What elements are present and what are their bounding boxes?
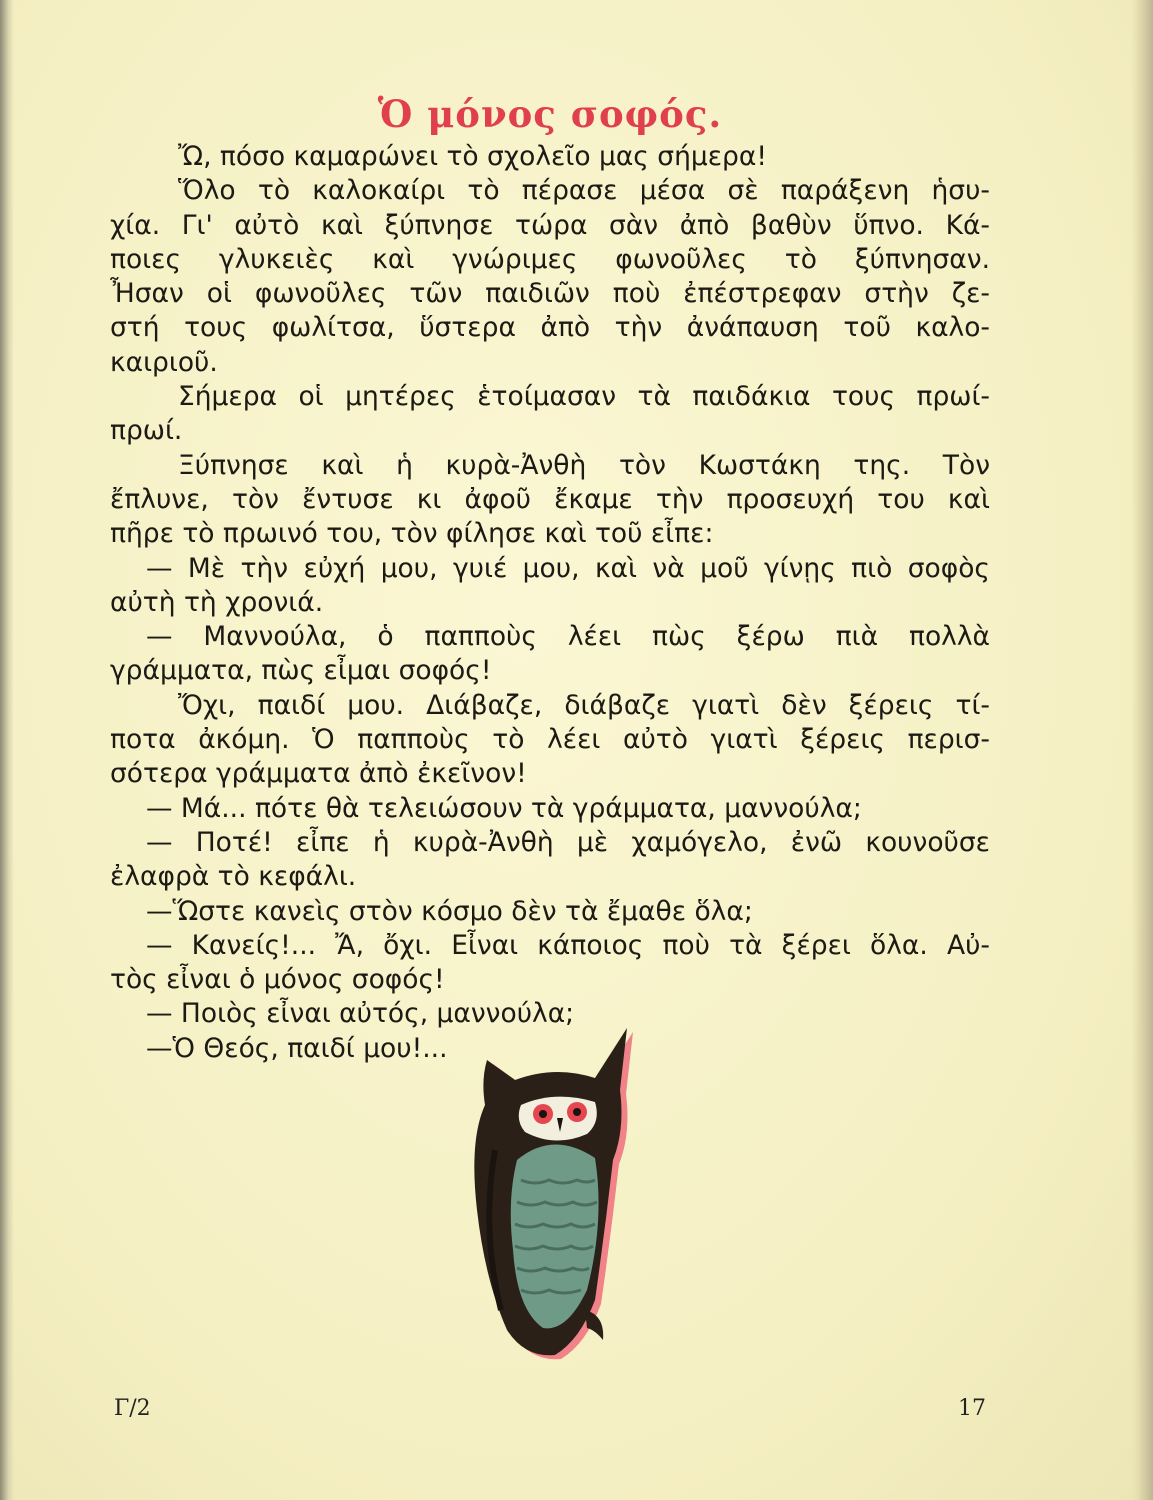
text-line: Ἦσαν οἱ φωνοῦλες τῶν παιδιῶν ποὺ ἐπέστρεφαν στὴν ζε- <box>110 278 990 310</box>
page-title: Ὁ μόνος σοφός. <box>377 92 723 136</box>
text-line: καιριοῦ. <box>110 346 218 378</box>
owl-icon <box>455 1010 655 1380</box>
text-line: ἐλαφρὰ τὸ κεφάλι. <box>110 861 357 893</box>
text-line: Ξύπνησε καὶ ἡ κυρὰ-Ἀνθὴ τὸν Κωστάκη της. Τὸν <box>178 449 990 481</box>
text-line: πῆρε τὸ πρωινό του, τὸν φίλησε καὶ τοῦ εἶπε: <box>110 518 714 550</box>
text-line: — Ποτέ! εἶπε ἡ κυρὰ-Ἀνθὴ μὲ χαμόγελο, ἐνῶ κουνοῦσε <box>146 826 990 858</box>
text-line: —Ὥστε κανεὶς στὸν κόσμο δὲν τὰ ἔμαθε ὅλα; <box>146 895 753 927</box>
text-line: —Ὁ Θεός, παιδί μου!... <box>146 1032 448 1064</box>
text-line: Ὄχι, παιδί μου. Διάβαζε, διάβαζε γιατὶ δὲν ξέρεις τί- <box>178 689 990 721</box>
text-line: Σήμερα οἱ μητέρες ἑτοίμασαν τὰ παιδάκια τους πρωί- <box>178 381 990 413</box>
text-line: ποιες γλυκειὲς καὶ γνώριμες φωνοῦλες τὸ ξύπνησαν. <box>110 243 990 275</box>
story-text <box>110 140 990 1066</box>
text-line: Ὤ, πόσο καμαρώνει τὸ σχολεῖο μας σήμερα! <box>178 141 767 172</box>
text-line: γράμματα, πὼς εἶμαι σοφός! <box>110 655 492 687</box>
page-number: 17 <box>958 1396 986 1421</box>
text-line: — Μὲ τὴν εὐχή μου, γυιέ μου, καὶ νὰ μοῦ γίνῃς πιὸ σοφὸς <box>146 552 990 584</box>
page-edge <box>1131 0 1153 1500</box>
text-line: σότερα γράμματα ἀπὸ ἐκεῖνον! <box>110 758 527 790</box>
text-line: Ὅλο τὸ καλοκαίρι τὸ πέρασε μέσα σὲ παράξενη ἡσυ- <box>178 175 990 207</box>
text-line: — Κανείς!... Ἄ, ὄχι. Εἶναι κάποιος ποὺ τὰ ξέρει ὅλα. Αὐ- <box>146 929 990 961</box>
text-line: πρωί. <box>110 415 183 447</box>
signature-mark: Γ/2 <box>114 1396 151 1421</box>
owl-illustration <box>455 1010 655 1380</box>
text-line: — Μαννούλα, ὁ παπποὺς λέει πὼς ξέρω πιὰ πολλὰ <box>146 621 990 653</box>
text-line: τὸς εἶναι ὁ μόνος σοφός! <box>110 964 445 996</box>
text-line: ἔπλυνε, τὸν ἔντυσε κι ἀφοῦ ἔκαμε τὴν προσευχή του καὶ <box>110 483 990 515</box>
text-line: — Μά... πότε θὰ τελειώσουν τὰ γράμματα, μαννούλα; <box>146 792 862 824</box>
page-binding-shadow <box>0 0 14 1500</box>
text-line: χία. Γι' αὐτὸ καὶ ξύπνησε τώρα σὰν ἀπὸ βαθὺν ὕπνο. Κά- <box>110 209 990 241</box>
text-line: στή τους φωλίτσα, ὕστερα ἀπὸ τὴν ἀνάπαυση τοῦ καλο- <box>110 312 990 344</box>
text-line: — Ποιὸς εἶναι αὐτός, μαννούλα; <box>146 998 575 1030</box>
text-line: αὐτὴ τὴ χρονιά. <box>110 586 324 618</box>
text-line: ποτα ἀκόμη. Ὁ παπποὺς τὸ λέει αὐτὸ γιατὶ ξέρεις περισ- <box>110 724 990 756</box>
